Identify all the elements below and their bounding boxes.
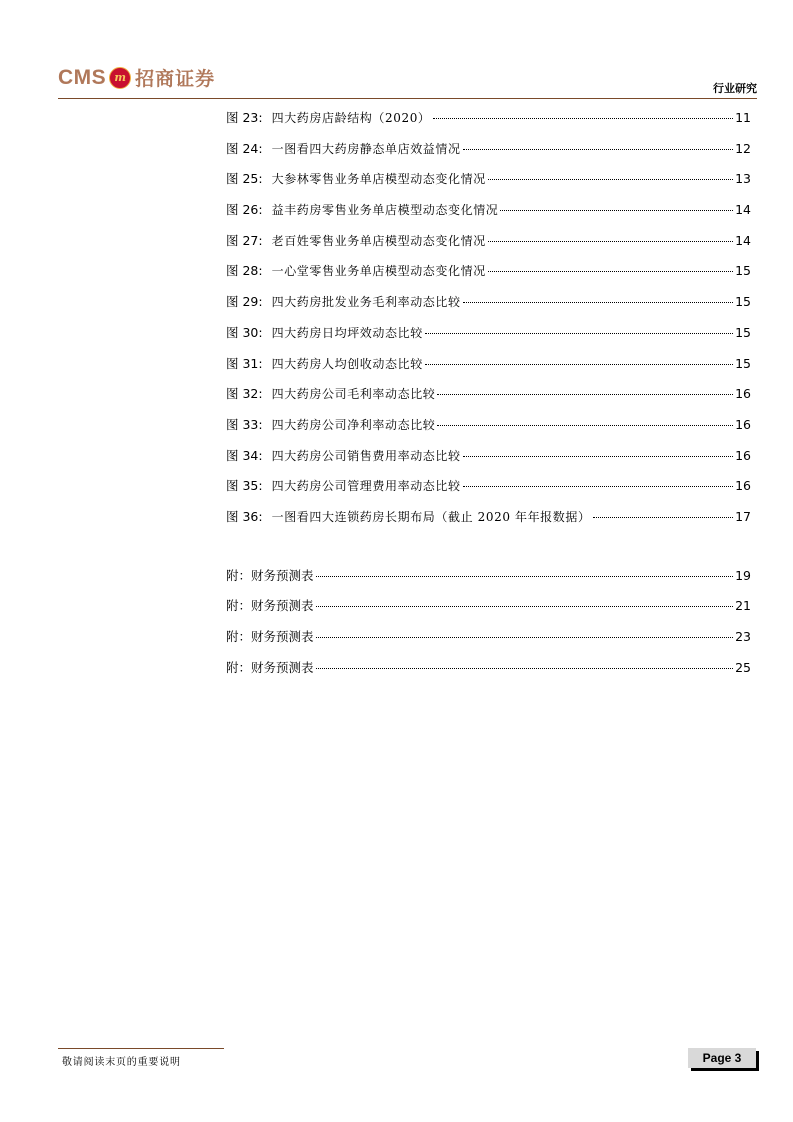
figure-title: 老百姓零售业务单店模型动态变化情况 (271, 233, 486, 248)
page-number: 12 (735, 140, 751, 156)
toc-figure-row[interactable] (226, 384, 751, 415)
page-number: 14 (735, 202, 751, 218)
footer-divider (58, 1048, 224, 1049)
page-number: 16 (735, 478, 751, 494)
toc-figure-row[interactable] (226, 108, 751, 139)
figure-label: 图 35: (226, 478, 263, 494)
logo-badge-icon: m (109, 67, 131, 89)
dot-leader (488, 179, 733, 180)
figure-title: 四大药房公司管理费用率动态比较 (271, 479, 461, 494)
toc-figure-row[interactable] (226, 169, 751, 200)
figure-title: 四大药房日均坪效动态比较 (271, 325, 423, 340)
dot-leader (437, 394, 733, 395)
dot-leader (463, 456, 733, 457)
figure-label: 图 25: (226, 171, 263, 187)
figure-title: 四大药房公司销售费用率动态比较 (271, 448, 461, 463)
dot-leader (316, 606, 734, 607)
toc-figure-row[interactable] (226, 476, 751, 507)
dot-leader (316, 576, 734, 577)
toc-figure-row[interactable] (226, 139, 751, 170)
toc-figure-row[interactable] (226, 323, 751, 354)
page-number: 19 (735, 567, 751, 583)
dot-leader (593, 517, 734, 518)
page-number: 13 (735, 171, 751, 187)
page-number: 15 (735, 324, 751, 340)
toc-figure-row[interactable] (226, 231, 751, 262)
dot-leader (488, 241, 733, 242)
figure-title: 一图看四大药房静态单店效益情况 (271, 141, 461, 156)
table-of-contents (226, 108, 751, 688)
dot-leader (316, 637, 734, 638)
figure-title: 一图看四大连锁药房长期布局（截止 2020 年年报数据） (271, 509, 591, 524)
figure-label: 图 36: (226, 508, 263, 524)
appendix-label: 附：财务预测表 (226, 567, 314, 583)
header-divider (58, 98, 757, 99)
dot-leader (488, 271, 733, 272)
page-number: 14 (735, 232, 751, 248)
page-header (58, 58, 757, 98)
figure-title: 益丰药房零售业务单店模型动态变化情况 (271, 203, 499, 218)
toc-appendix-row[interactable] (226, 658, 751, 689)
figure-label: 图 28: (226, 263, 263, 279)
figure-title: 四大药房店龄结构（2020） (271, 111, 431, 125)
figure-title: 四大药房公司毛利率动态比较 (271, 387, 436, 402)
toc-appendix-row[interactable] (226, 627, 751, 658)
cms-logo (58, 64, 215, 91)
appendix-label: 附：财务预测表 (226, 629, 314, 644)
logo-chinese-name: 招商证券 (135, 68, 216, 90)
dot-leader (316, 668, 734, 669)
figure-label: 图 30: (226, 324, 263, 340)
figure-label: 图 32: (226, 386, 263, 402)
toc-figure-row[interactable] (226, 415, 751, 446)
disclaimer-note: 敬请阅读末页的重要说明 (62, 1057, 181, 1068)
figure-label: 图 34: (226, 447, 263, 463)
figure-title: 四大药房批发业务毛利率动态比较 (271, 295, 461, 310)
page-number: 16 (735, 447, 751, 463)
dot-leader (437, 425, 733, 426)
toc-appendix-row[interactable] (226, 566, 751, 597)
dot-leader (463, 149, 733, 150)
dot-leader (463, 302, 733, 303)
toc-figure-row[interactable] (226, 507, 751, 538)
figure-label: 图 23: (226, 110, 263, 125)
toc-figure-row[interactable] (226, 446, 751, 477)
figure-label: 图 24: (226, 140, 263, 156)
page-number: 16 (735, 386, 751, 402)
section-gap (226, 538, 751, 566)
figure-label: 图 27: (226, 232, 263, 248)
figure-label: 图 29: (226, 294, 263, 310)
page-number: 17 (735, 508, 751, 524)
page-number: 11 (735, 110, 751, 125)
figure-label: 图 33: (226, 416, 263, 432)
figure-label: 图 26: (226, 202, 263, 218)
page-number-box: Page 3 (688, 1048, 756, 1068)
figure-label: 图 31: (226, 355, 263, 371)
dot-leader (425, 364, 733, 365)
dot-leader (463, 486, 733, 487)
toc-figure-row[interactable] (226, 261, 751, 292)
appendix-label: 附：财务预测表 (226, 659, 314, 675)
page-number: 21 (735, 598, 751, 614)
document-type: 行业研究 (713, 82, 757, 95)
page-number: 15 (735, 355, 751, 371)
page-number: 15 (735, 294, 751, 310)
figure-title: 大参林零售业务单店模型动态变化情况 (271, 172, 486, 187)
page-number: 15 (735, 263, 751, 279)
logo-latin: CMS (58, 65, 107, 89)
dot-leader (500, 210, 733, 211)
dot-leader (433, 118, 734, 119)
dot-leader (425, 333, 733, 334)
toc-figure-row[interactable] (226, 200, 751, 231)
toc-figure-row[interactable] (226, 292, 751, 323)
toc-appendix-row[interactable] (226, 596, 751, 627)
page-number: 25 (735, 659, 751, 675)
page-number: 16 (735, 416, 751, 432)
page-number: 23 (735, 629, 751, 644)
figure-title: 四大药房公司净利率动态比较 (271, 417, 436, 432)
figure-title: 一心堂零售业务单店模型动态变化情况 (271, 264, 486, 279)
figure-title: 四大药房人均创收动态比较 (271, 356, 423, 371)
appendix-label: 附：财务预测表 (226, 598, 314, 614)
toc-figure-row[interactable] (226, 354, 751, 385)
